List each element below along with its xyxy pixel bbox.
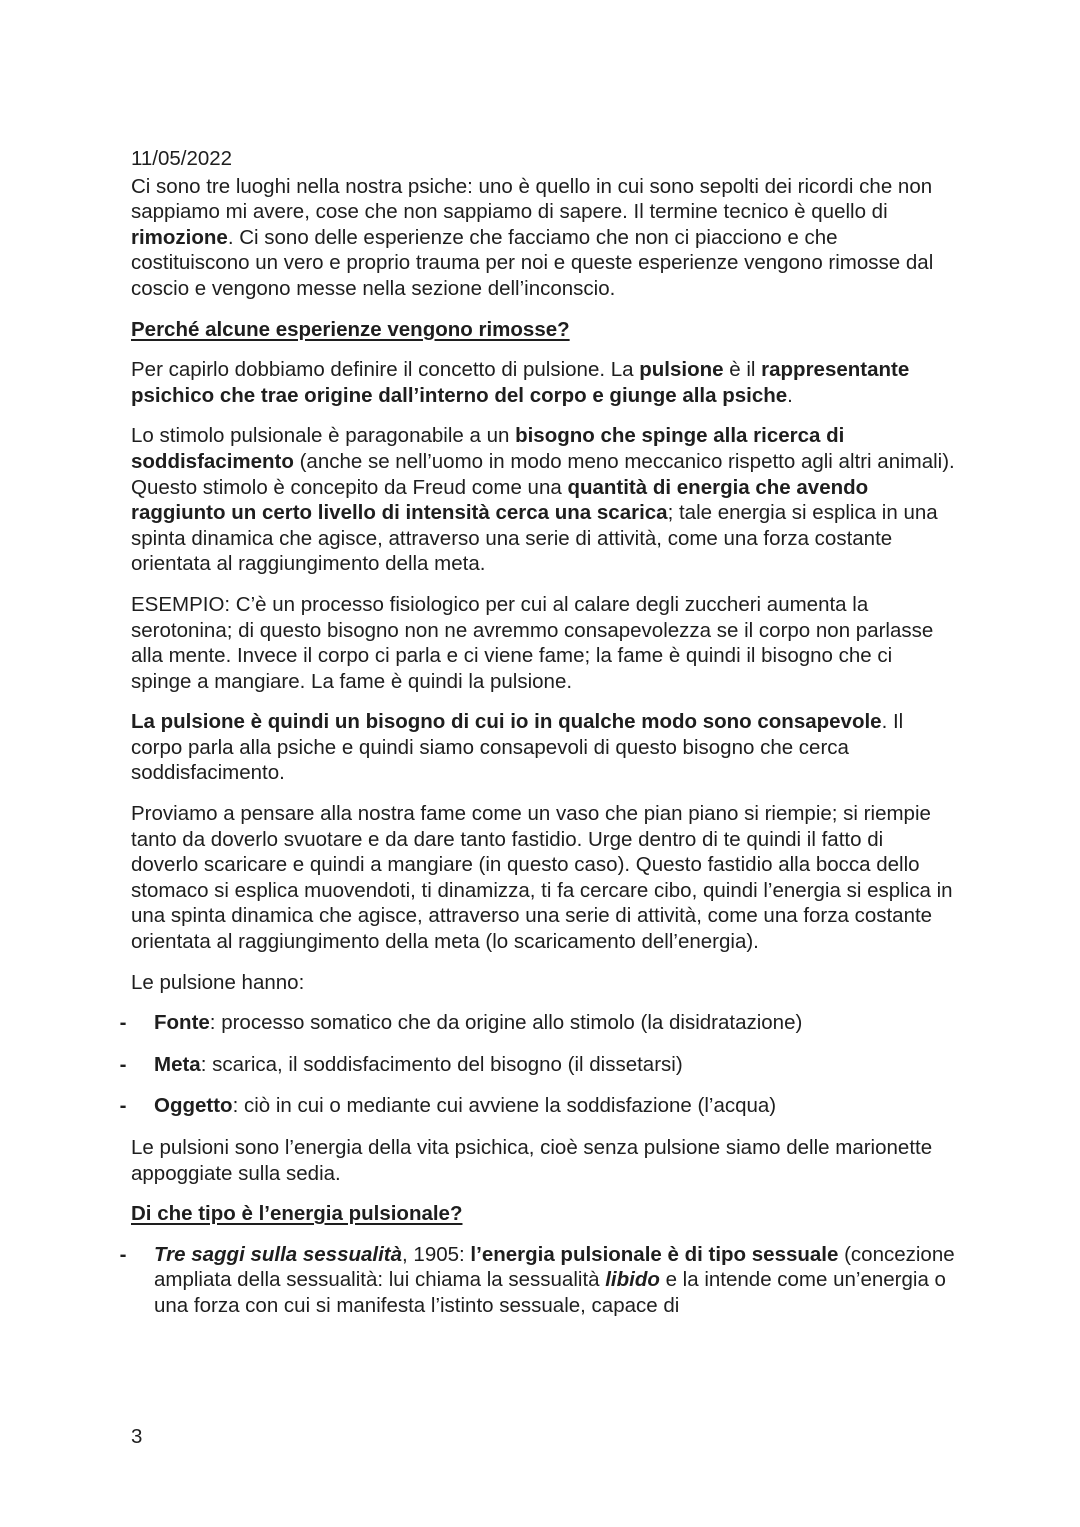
heading-energia: Di che tipo è l’energia pulsionale?	[131, 1202, 463, 1226]
list-item: - Fonte: processo somatico che da origine allo stimolo (la disidratazione)	[131, 1010, 956, 1036]
list-item: - Oggetto: ciò in cui o mediante cui avviene la soddisfazione (l’acqua)	[131, 1093, 956, 1119]
paragraph-rimozione: Ci sono tre luoghi nella nostra psiche: uno è quello in cui sono sepolti dei ricordi che non sappiamo mi avere, cose che non sappiamo di sapere. Il termine tecnico è quello di rimozione. Ci sono delle esperienze che facciamo che non ci piacciono e che costituiscono un vero e proprio trauma per noi e queste esperienze vengono rimosse dal coscio e vengono messe nella sezione dell’inconscio.	[131, 174, 934, 300]
list-item: - Tre saggi sulla sessualità, 1905: l’energia pulsionale è di tipo sessuale (concezione ampliata della sessualità: lui chiama la sessualità libido e la intende come un’energia o una forza con cui si manifesta l’istinto sessuale, capace di	[131, 1242, 956, 1319]
list-item: - Meta: scarica, il soddisfacimento del bisogno (il dissetarsi)	[131, 1052, 956, 1078]
heading-rimosse: Perché alcune esperienze vengono rimosse?	[131, 317, 570, 341]
paragraph-energia-vita: Le pulsioni sono l’energia della vita psichica, cioè senza pulsione siamo delle marionette appoggiate sulla sedia.	[131, 1136, 933, 1185]
page-number: 3	[131, 1425, 143, 1448]
list-caratteristiche	[131, 1010, 956, 1119]
paragraph-pulsione-definition: Per capirlo dobbiamo definire il concetto di pulsione. La pulsione è il rappresentante psichico che trae origine dall’interno del corpo e giunge alla psiche.	[131, 358, 910, 407]
page-content	[131, 146, 956, 1335]
paragraph-consapevole: La pulsione è quindi un bisogno di cui io in qualche modo sono consapevole. Il corpo parla alla psiche e quindi siamo consapevoli di questo bisogno che cerca soddisfacimento.	[131, 710, 904, 785]
paragraph-vaso: Proviamo a pensare alla nostra fame come un vaso che pian piano si riempie; si riempie tanto da doverlo svuotare e da dare tanto fastidio. Urge dentro di te quindi il fatto di doverlo scaricare e quindi a mangiare (in questo caso). Questo fastidio alla bocca dello stomaco si esplica muovendoti, ti dinamizza, ti fa cercare cibo, quindi l’energia si esplica in una spinta dinamica che agisce, attraverso una serie di attività, come una forza costante orientata al raggiungimento della meta (lo scaricamento dell’energia).	[131, 802, 953, 954]
paragraph-stimolo: Lo stimolo pulsionale è paragonabile a un bisogno che spinge alla ricerca di soddisfacimento (anche se nell’uomo in modo meno meccanico rispetto agli altri animali). Questo stimolo è concepito da Freud come una quantità di energia che avendo raggiunto un certo livello di intensità cerca una scarica; tale energia si esplica in una spinta dinamica che agisce, attraverso una serie di attività, come una forza costante orientata al raggiungimento della meta.	[131, 424, 955, 576]
list-energia	[131, 1242, 956, 1319]
paragraph-esempio: ESEMPIO: C’è un processo fisiologico per cui al calare degli zuccheri aumenta la serotonina; di questo bisogno non ne avremmo consapevolezza se il corpo non parlasse alla mente. Invece il corpo ci parla e ci viene fame; la fame è quindi il bisogno che ci spinge a mangiare. La fame è quindi la pulsione.	[131, 592, 934, 693]
date: 11/05/2022	[131, 147, 233, 170]
paragraph-pulsione-hanno: Le pulsione hanno:	[131, 970, 305, 994]
